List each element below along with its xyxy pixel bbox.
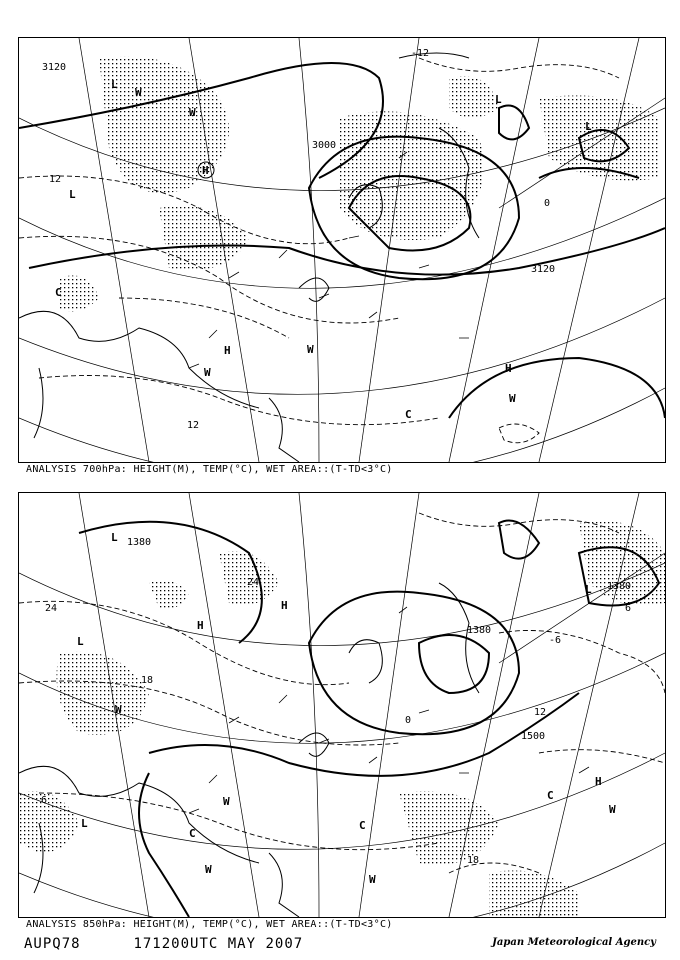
high-marker: H	[505, 362, 512, 375]
temp-label: 12	[49, 174, 62, 185]
low-marker: L	[81, 817, 88, 830]
weather-map-850hpa	[19, 493, 665, 917]
temp-label: 12	[187, 420, 200, 431]
temp-label: 18	[467, 855, 480, 866]
height-label: 3000	[312, 140, 337, 151]
warm-marker: W	[115, 703, 122, 716]
temp-label: 0	[544, 198, 551, 209]
temp-label: 12	[534, 707, 547, 718]
low-marker: L	[69, 188, 76, 201]
weather-map-700hpa	[19, 38, 665, 462]
warm-marker: W	[205, 863, 212, 876]
height-label: 1380	[127, 537, 152, 548]
temp-label: 24	[45, 603, 58, 614]
low-marker: L	[77, 635, 84, 648]
chart-code: AUPQ78	[24, 936, 81, 952]
high-marker: H	[281, 599, 288, 612]
temp-label: 6	[625, 603, 632, 614]
panel-caption-850hpa: ANALYSIS 850hPa: HEIGHT(M), TEMP(°C), WET AREA::(T-TD<3°C)	[26, 919, 393, 930]
temp-label: 0	[405, 715, 412, 726]
warm-marker: W	[189, 106, 196, 119]
temp-label: 6	[41, 795, 48, 806]
map-panel-850hpa	[18, 492, 666, 918]
valid-time: 171200UTC MAY 2007	[133, 936, 304, 952]
high-marker: H	[202, 164, 209, 177]
map-panel-700hpa	[18, 37, 666, 463]
temp-label: -6	[549, 635, 562, 646]
height-label: 1500	[521, 731, 546, 742]
height-label: 1380	[607, 581, 632, 592]
panel-caption-700hpa: ANALYSIS 700hPa: HEIGHT(M), TEMP(°C), WET AREA::(T-TD<3°C)	[26, 464, 393, 475]
low-marker: L	[585, 120, 592, 133]
warm-marker: W	[223, 795, 230, 808]
low-marker: L	[111, 531, 118, 544]
low-marker: L	[585, 583, 592, 596]
height-label: 3120	[42, 62, 67, 73]
cold-marker: C	[359, 819, 366, 832]
chart-id-and-time	[24, 936, 303, 952]
warm-marker: W	[609, 803, 616, 816]
cold-marker: C	[55, 286, 62, 299]
cold-marker: C	[405, 408, 412, 421]
warm-marker: W	[509, 392, 516, 405]
warm-marker: W	[135, 86, 142, 99]
warm-marker: W	[369, 873, 376, 886]
temp-label: 24	[247, 577, 260, 588]
low-marker: L	[495, 93, 502, 106]
warm-marker: W	[307, 343, 314, 356]
station-plots	[189, 607, 589, 813]
cold-marker: C	[189, 827, 196, 840]
low-marker: L	[111, 78, 118, 91]
high-marker: H	[595, 775, 602, 788]
height-label: 3120	[531, 264, 556, 275]
temp-label: -12	[411, 48, 430, 59]
agency-name: Japan Meteorological Agency	[492, 937, 656, 948]
cold-marker: C	[547, 789, 554, 802]
wet-areas	[59, 56, 659, 311]
high-marker: H	[197, 619, 204, 632]
warm-marker: W	[204, 366, 211, 379]
height-label: 1380	[467, 625, 492, 636]
temp-label: 18	[141, 675, 154, 686]
wet-areas	[19, 521, 665, 917]
high-marker: H	[224, 344, 231, 357]
